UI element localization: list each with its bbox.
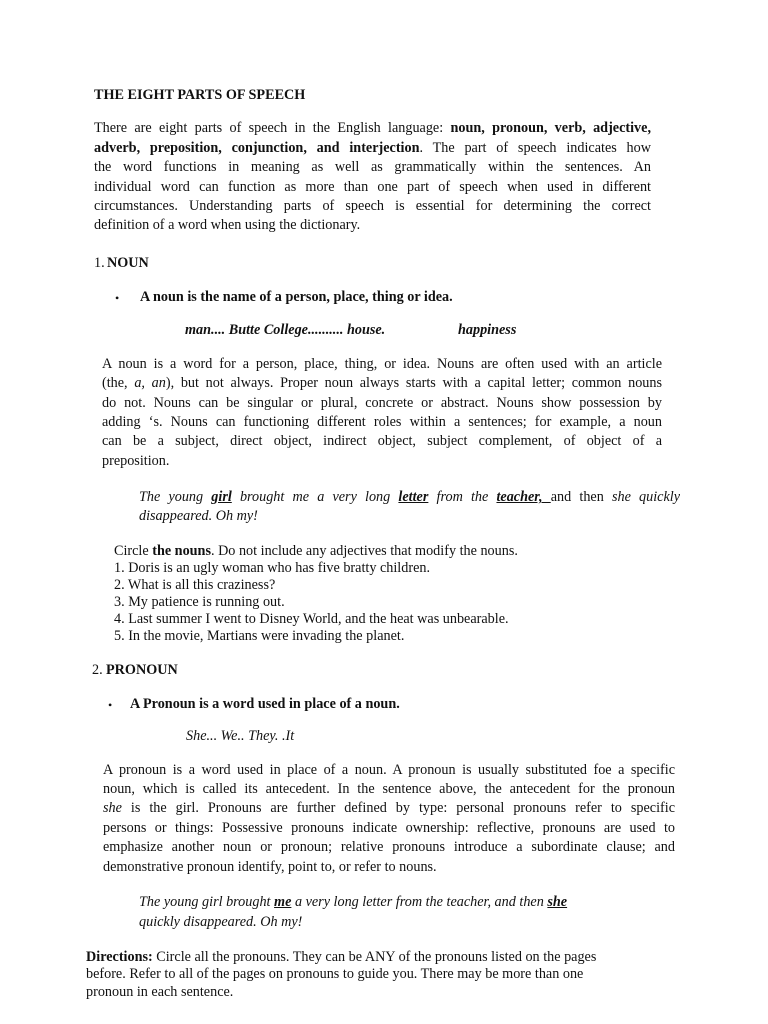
- intro-bold-terms: noun, pronoun, verb, adjective,: [450, 120, 651, 136]
- exercise-text: Circle: [114, 543, 153, 559]
- intro-line-5: circumstances. Understanding parts of speech is essential for determining the correct: [94, 198, 651, 214]
- noun-para-line-2: [102, 375, 662, 392]
- noun-para-line-3: do not. Nouns can be singular or plural, concrete or abstract. Nouns show possession by: [102, 395, 662, 411]
- sentence-text: and then: [550, 489, 612, 505]
- noun-para-line-5: can be a subject, direct object, indirect object, subject complement, of object of a: [102, 433, 662, 449]
- directions-line-1: [86, 949, 596, 966]
- noun-example-sentence: [139, 489, 680, 506]
- exercise-item: 4. Last summer I went to Disney World, and the heat was unbearable.: [114, 611, 509, 627]
- intro-bold-terms: adverb, preposition, conjunction, and interjection: [94, 140, 420, 156]
- para-italic: a, an: [134, 375, 166, 391]
- noun-examples: man.... Butte College.......... house.: [185, 322, 386, 338]
- section-heading-pronoun: PRONOUN: [106, 662, 178, 678]
- highlighted-pronoun: she: [547, 894, 568, 910]
- pronoun-para-line-5: emphasize another noun or pronoun; relative pronouns introduce a subordinate clause; and: [103, 839, 675, 855]
- bullet-icon: •: [108, 698, 113, 712]
- para-text: is the girl. Pronouns are further defined by type: personal pronouns refer to specific: [121, 800, 675, 816]
- sentence-text: The young: [139, 489, 212, 505]
- highlighted-pronoun: me: [274, 894, 292, 910]
- highlighted-noun: girl: [211, 489, 232, 505]
- sentence-text: a very long letter from the teacher, and then: [291, 894, 548, 910]
- sentence-text: from the: [428, 489, 497, 505]
- pronoun-examples: She... We.. They. .It: [186, 728, 295, 744]
- intro-line-2: [94, 140, 651, 157]
- intro-line-3: the word functions in meaning as well as grammatically within the sentences. An: [94, 159, 651, 175]
- directions-line-3: pronoun in each sentence.: [86, 984, 234, 1000]
- page-title: THE EIGHT PARTS OF SPEECH: [94, 87, 306, 103]
- sentence-text: The young girl brought: [139, 894, 275, 910]
- noun-para-line-1: A noun is a word for a person, place, thing, or idea. Nouns are often used with an article: [102, 356, 662, 372]
- pronoun-para-line-1: A pronoun is a word used in place of a noun. A pronoun is usually substituted foe a specific: [103, 762, 675, 778]
- sentence-text: she quickly: [611, 489, 680, 505]
- pronoun-para-line-4: persons or things: Possessive pronouns indicate ownership: reflective, pronouns are used to: [103, 820, 675, 836]
- directions-text: Circle all the pronouns. They can be ANY of the pronouns listed on the pages: [152, 949, 597, 965]
- pronoun-example-sentence-end: quickly disappeared. Oh my!: [139, 914, 303, 930]
- noun-example-sentence-end: disappeared. Oh my!: [139, 508, 258, 524]
- section-number: 1.: [94, 255, 105, 271]
- pronoun-definition: A Pronoun is a word used in place of a noun.: [130, 696, 400, 712]
- directions-line-2: before. Refer to all of the pages on pronouns to guide you. There may be more than one: [86, 966, 584, 982]
- highlighted-noun: teacher,: [496, 489, 551, 505]
- pronoun-example-sentence: [139, 894, 567, 911]
- para-text: (the,: [102, 375, 135, 391]
- exercise-item: 2. What is all this craziness?: [114, 577, 276, 593]
- intro-text: There are eight parts of speech in the English language:: [94, 120, 451, 136]
- intro-text: . The part of speech indicates how: [419, 140, 651, 156]
- exercise-text: . Do not include any adjectives that modify the nouns.: [210, 543, 518, 559]
- sentence-text: brought me a very long: [231, 489, 399, 505]
- intro-line-6: definition of a word when using the dictionary.: [94, 217, 361, 233]
- exercise-bold: the nouns: [152, 543, 211, 559]
- noun-para-line-4: adding ‘s. Nouns can functioning different roles within a sentences; for example, a noun: [102, 414, 662, 430]
- noun-exercise-intro: [114, 543, 518, 560]
- intro-line-1: [94, 120, 651, 137]
- directions-label: Directions:: [86, 949, 153, 965]
- noun-para-line-6: preposition.: [102, 453, 170, 469]
- exercise-item: 3. My patience is running out.: [114, 594, 285, 610]
- highlighted-noun: letter: [398, 489, 429, 505]
- bullet-icon: •: [115, 291, 120, 305]
- intro-line-4: individual word can function as more than one part of speech when used in different: [94, 179, 651, 195]
- para-italic: she: [103, 800, 122, 816]
- pronoun-para-line-2: noun, which is called its antecedent. In the sentence above, the antecedent for the pronoun: [103, 781, 675, 797]
- pronoun-para-line-3: [103, 800, 675, 817]
- pronoun-para-line-6: demonstrative pronoun identify, point to, or refer to nouns.: [103, 859, 437, 875]
- para-text: ), but not always. Proper noun always starts with a capital letter; common nouns: [165, 375, 662, 391]
- section-heading-noun: NOUN: [107, 255, 149, 271]
- exercise-item: 1. Doris is an ugly woman who has five bratty children.: [114, 560, 431, 576]
- section-number: 2.: [92, 662, 103, 678]
- noun-definition: A noun is the name of a person, place, thing or idea.: [140, 289, 453, 305]
- noun-example-happiness: happiness: [458, 322, 517, 338]
- exercise-item: 5. In the movie, Martians were invading the planet.: [114, 628, 405, 644]
